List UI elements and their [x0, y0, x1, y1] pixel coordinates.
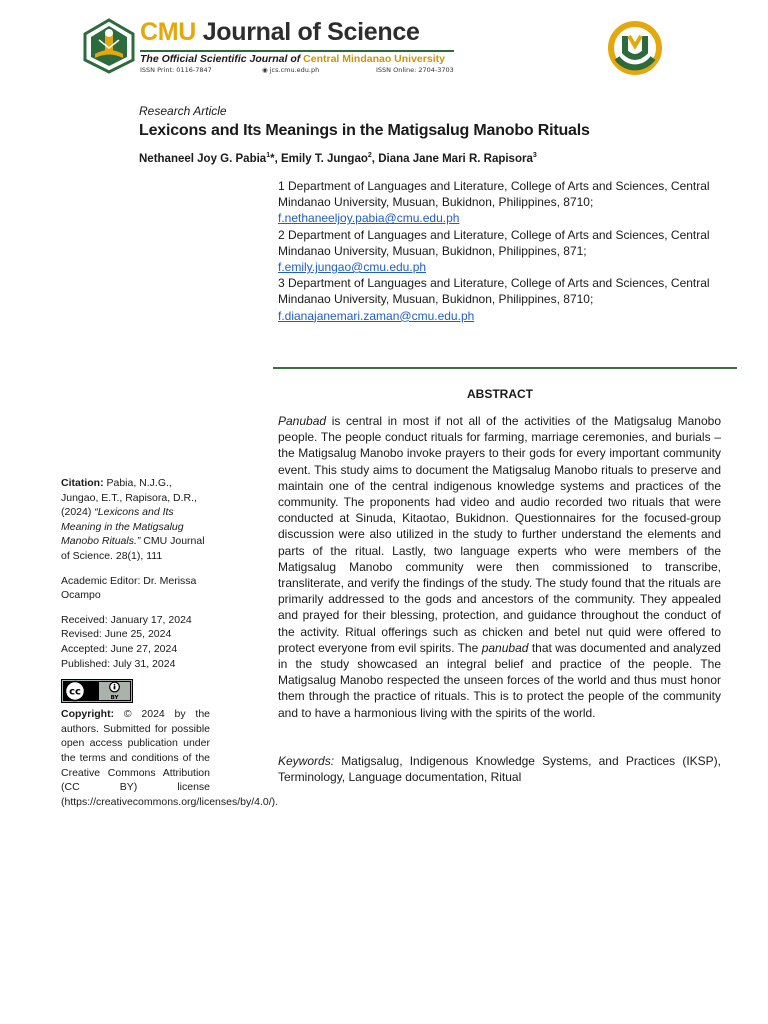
- author-affiliation-mark: 2: [367, 152, 372, 159]
- affiliation-text: 3 Department of Languages and Literature, College of Arts and Sciences, Central Mindanao University, Musuan, Bukidnon, Philippines, 8710;: [278, 276, 710, 307]
- keywords-label: Keywords:: [278, 754, 335, 768]
- author-list: [139, 152, 537, 165]
- copyright-notice: [61, 707, 279, 809]
- affiliations: [278, 178, 718, 324]
- keywords-text: Matigsalug, Indigenous Knowledge Systems, and Practices (IKSP), Terminology, Language documentation, Ritual: [278, 754, 721, 785]
- abstract-heading: ABSTRACT: [467, 387, 533, 401]
- copyright-label: Copyright:: [61, 708, 115, 721]
- cc-by-text: BY: [110, 695, 119, 702]
- author-name: Emily T. Jungao: [280, 152, 368, 165]
- cc-text: cc: [69, 686, 81, 698]
- academic-editor: Academic Editor: Dr. Merissa Ocampo: [61, 574, 197, 602]
- issn-print: ISSN Print: 0116-7847: [140, 66, 212, 74]
- cc-by-license-icon[interactable]: [61, 679, 133, 703]
- cmu-seal-logo: [81, 18, 137, 74]
- citation: [61, 476, 210, 564]
- copyright-text: © 2024 by the authors. Submitted for possible open access publication under the terms and conditions of the Creative Commons Attribution (CC BY) license (https://creativecommons.org/licenses/by/4.0/).: [61, 708, 279, 808]
- email-link[interactable]: f.nethaneeljoy.pabia@cmu.edu.ph: [278, 211, 460, 226]
- citation-authors: Pabia, N.J.G., Jungao, E.T., Rapisora, D.R., (2024): [61, 477, 197, 519]
- email-link[interactable]: f.emily.jungao@cmu.edu.ph: [278, 260, 427, 275]
- affiliation-item: [278, 275, 718, 324]
- affiliation-item: [278, 178, 718, 227]
- term-italic: panubad: [481, 640, 529, 655]
- author-name: Nethaneel Joy G. Pabia: [139, 152, 267, 165]
- abstract-text: that was documented and analyzed in the study showcased an integral belief and practice of the people. The Matigsalug Manobo respected the unseen forces of the world and thus must honor them through the practice of rituals. This is to protect the people of the community and to have a harmonious living with the spirits of the world.: [278, 640, 721, 720]
- accepted-date: Accepted: June 27, 2024: [61, 642, 178, 655]
- author-name: Diana Jane Mari R. Rapisora: [378, 152, 533, 165]
- affiliation-text: 1 Department of Languages and Literature, College of Arts and Sciences, Central Mindanao University, Musuan, Bukidnon, Philippines, 8710;: [278, 179, 710, 210]
- author-affiliation-mark: 1: [266, 152, 271, 159]
- article-info-sidebar: [61, 476, 279, 809]
- citation-source: CMU Journal of Science. 28(1), 111: [61, 535, 205, 562]
- abstract-divider: [273, 367, 737, 369]
- citation-title: “Lexicons and Its Meaning in the Matigsalug Manobo Rituals.”: [61, 506, 184, 548]
- email-link[interactable]: f.dianajanemari.zaman@cmu.edu.ph: [278, 308, 475, 323]
- journal-title: CMU Journal of Science: [140, 18, 420, 46]
- received-date: Received: January 17, 2024: [61, 613, 192, 626]
- university-emblem-logo: [607, 20, 663, 76]
- journal-subtitle: The Official Scientific Journal of Central Mindanao University: [140, 53, 445, 65]
- abstract-body: [278, 413, 721, 721]
- journal-website[interactable]: ◉ jcs.cmu.edu.ph: [262, 66, 320, 74]
- article-type: Research Article: [139, 104, 227, 118]
- published-date: Published: July 31, 2024: [61, 657, 176, 670]
- author-separator: *,: [270, 152, 281, 165]
- affiliation-item: [278, 227, 718, 276]
- author-separator: ,: [371, 152, 379, 165]
- article-title: Lexicons and Its Meanings in the Matigsalug Manobo Rituals: [139, 122, 590, 139]
- header-divider: [140, 50, 454, 52]
- author-affiliation-mark: 3: [532, 152, 537, 159]
- citation-label: Citation:: [61, 477, 104, 489]
- issn-online: ISSN Online: 2704-3703: [376, 66, 454, 74]
- term-italic: Panubad: [278, 414, 327, 428]
- website-text: jcs.cmu.edu.ph: [269, 66, 320, 74]
- abstract-text: is central in most if not all of the activities of the Matigsalug Manobo people. The people conduct rituals for farming, marriage ceremonies, and burials – the Matigsalug Manobo invoke prayers to their gods for every important community event. This study aims to document the Matigsalug Manobo rituals to preserve and maintain one of the central indigenous knowledge systems and practices of the community. The proponents had video and audio recorded two rituals that were conducted at Sinuda, Kitaotao, Bukidnon. Questionnaires for the focused-group discussion were also utilized in the study to further understand the elements and parts of the ritual. Lastly, two language experts who were members of the Matigsalug Manobo community were then commissioned to transcribe, transliterate, and verify the findings of the study. The study found that the rituals are primarily addressed to the gods and ancestors of the community. They appealed and prayed for their blessing, protection, and guidance throughout the conduct of the activity. Ritual offerings such as chicken and betel nut quid were offered to protect everyone from evil spirits. The: [278, 414, 721, 655]
- keywords: [278, 753, 721, 785]
- affiliation-text: 2 Department of Languages and Literature, College of Arts and Sciences, Central Mindanao University, Musuan, Bukidnon, Philippines, 871;: [278, 227, 710, 258]
- revised-date: Revised: June 25, 2024: [61, 628, 172, 641]
